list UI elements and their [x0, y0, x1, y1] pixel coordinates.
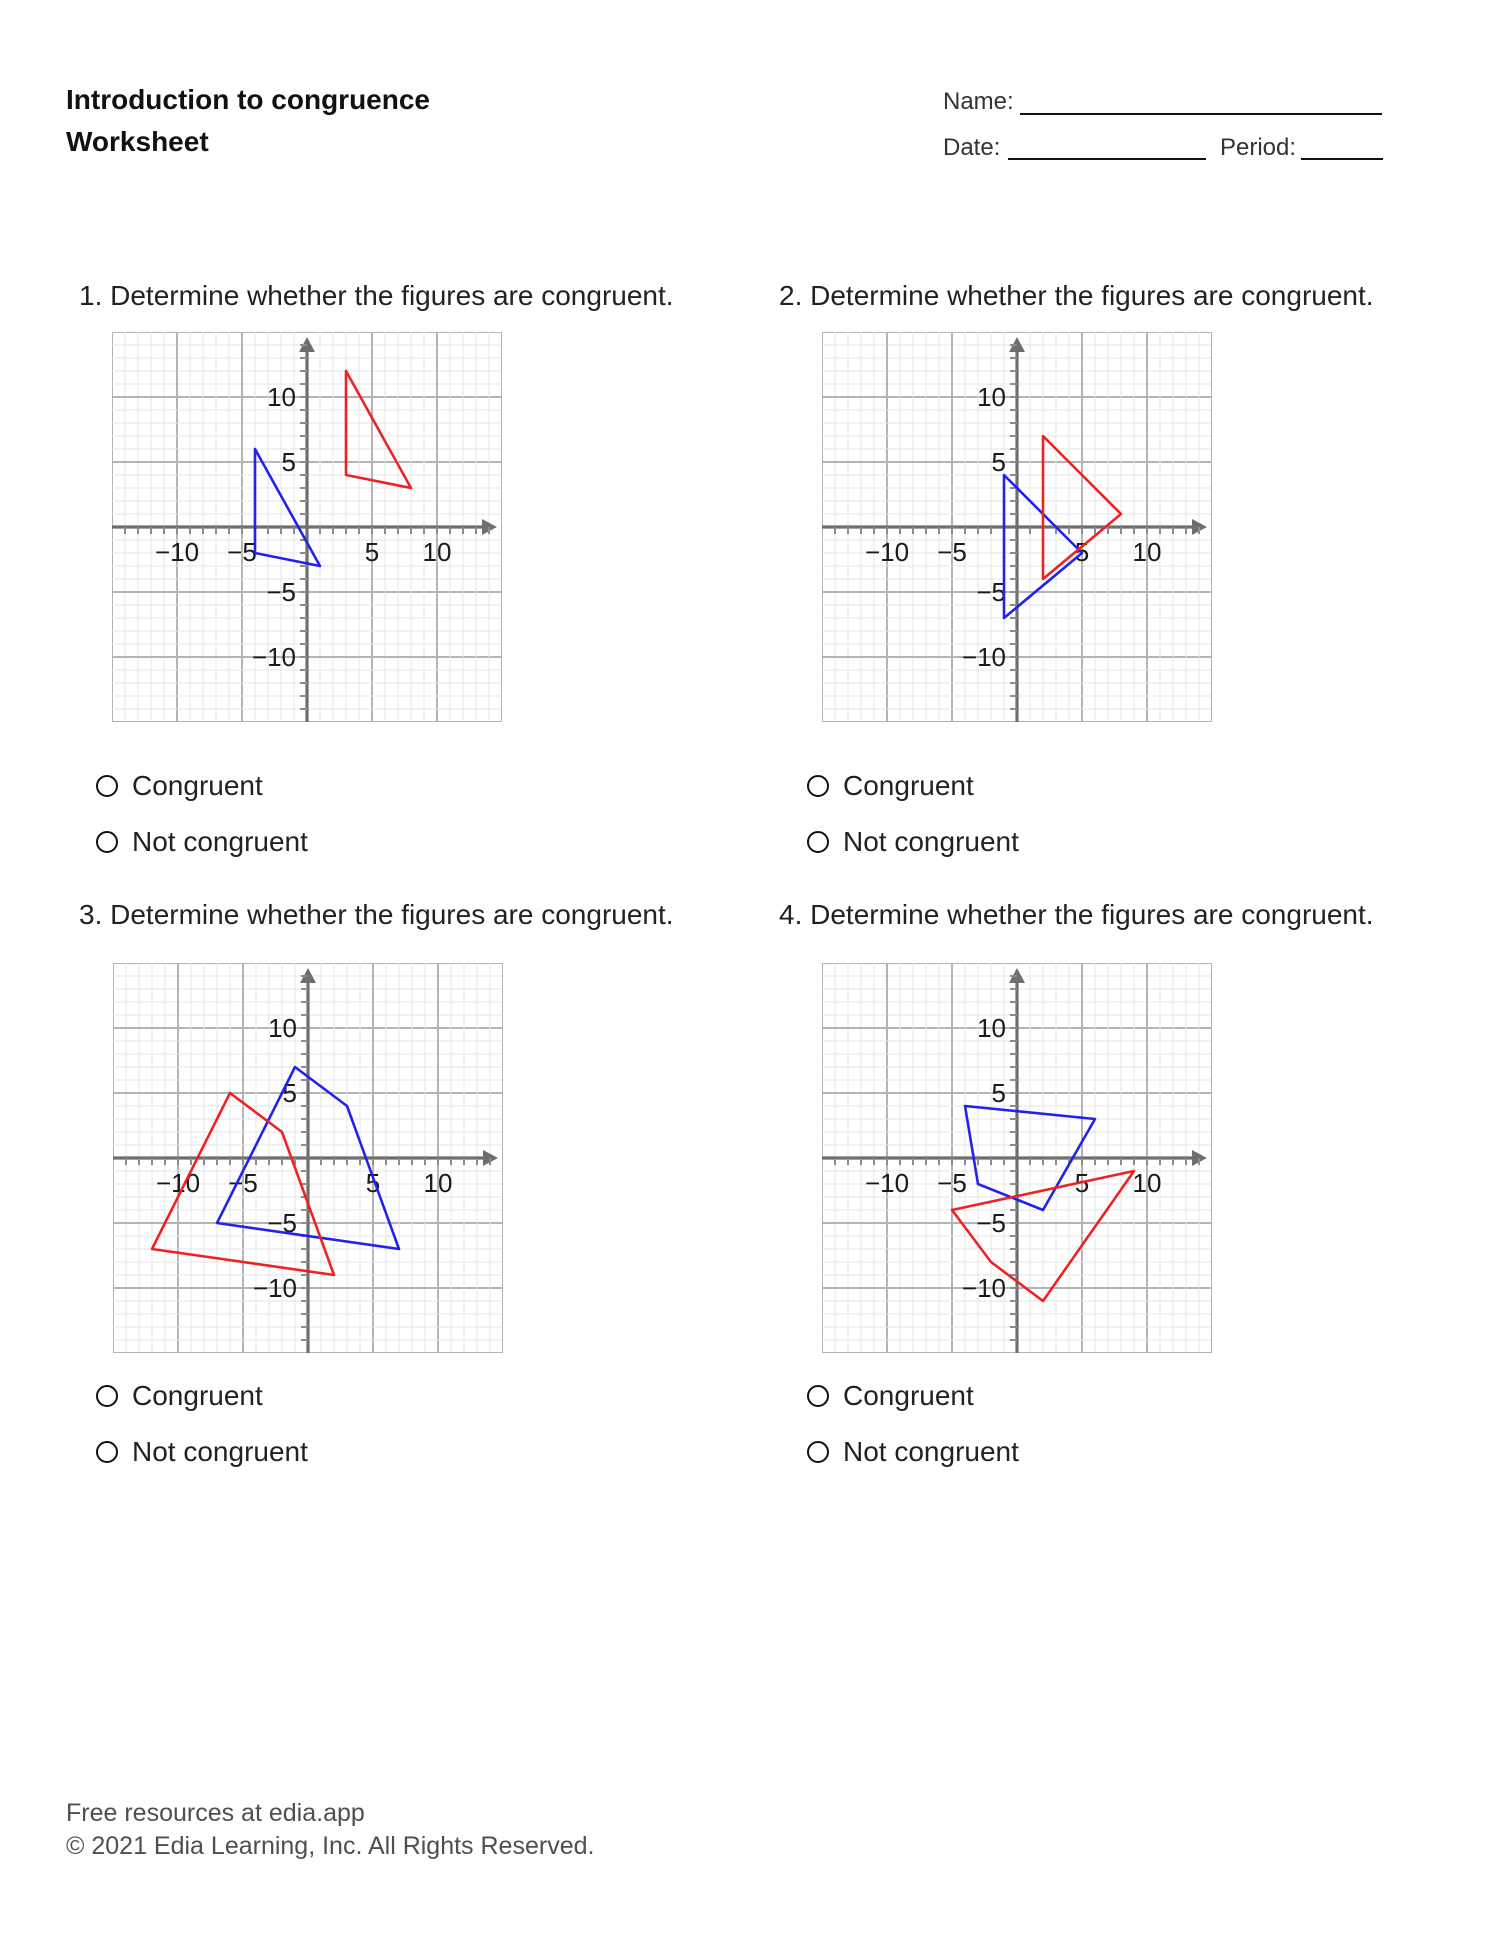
option-row — [807, 825, 1019, 859]
x-axis-tick-label: 10 — [1132, 537, 1162, 567]
period-label: Period: — [1220, 134, 1297, 161]
x-axis-tick-label: −5 — [937, 1168, 967, 1198]
x-axis-tick-label: 5 — [365, 1168, 381, 1198]
option-row — [807, 769, 1019, 803]
question-3-title: 3. Determine whether the figures are congruent. — [79, 899, 674, 930]
question-2-title: 2. Determine whether the figures are congruent. — [779, 280, 1374, 311]
coordinate-grid-q3 — [113, 963, 503, 1353]
radio-label: Not congruent — [843, 826, 1019, 857]
coordinate-plane-svg — [822, 332, 1212, 722]
date-label: Date: — [943, 134, 1001, 161]
y-axis-tick-label: −5 — [267, 1208, 297, 1238]
radio-not-congruent-q2[interactable] — [807, 831, 829, 853]
coordinate-grid-q4 — [822, 963, 1212, 1353]
x-axis-tick-label: 10 — [423, 1168, 453, 1198]
x-axis-tick-label: −5 — [937, 537, 967, 567]
y-axis-tick-label: −5 — [266, 577, 296, 607]
name-label: Name: — [943, 88, 1014, 115]
y-axis-tick-label: 10 — [267, 382, 296, 412]
y-axis-tick-label: 5 — [282, 1078, 297, 1108]
worksheet-title: Introduction to congruence — [66, 84, 430, 115]
option-row — [96, 1435, 308, 1469]
radio-not-congruent-q4[interactable] — [807, 1441, 829, 1463]
y-axis-tick-label: −5 — [976, 577, 1006, 607]
radio-label: Congruent — [843, 770, 974, 801]
question-1-title: 1. Determine whether the figures are congruent. — [79, 280, 674, 311]
coordinate-grid-q1 — [112, 332, 502, 722]
radio-congruent-q3[interactable] — [96, 1385, 118, 1407]
footer-copyright-text: © 2021 Edia Learning, Inc. All Rights Reserved. — [66, 1832, 595, 1860]
footer-resources-text: Free resources at edia.app — [66, 1799, 365, 1827]
x-axis-tick-label: −10 — [155, 1168, 201, 1198]
y-axis-tick-label: 5 — [991, 447, 1006, 477]
radio-congruent-q4[interactable] — [807, 1385, 829, 1407]
x-axis-tick-label: 10 — [422, 537, 452, 567]
question-2-options — [807, 769, 1019, 881]
radio-label: Congruent — [843, 1380, 974, 1411]
x-axis-tick-label: 5 — [1074, 1168, 1090, 1198]
radio-label: Congruent — [132, 1380, 263, 1411]
x-axis-tick-label: 5 — [1074, 537, 1090, 567]
y-axis-tick-label: −10 — [961, 642, 1006, 672]
name-line — [1020, 113, 1382, 115]
radio-not-congruent-q1[interactable] — [96, 831, 118, 853]
x-axis-tick-label: 10 — [1132, 1168, 1162, 1198]
x-axis-tick-label: −10 — [154, 537, 200, 567]
y-axis-tick-label: −10 — [251, 642, 296, 672]
question-4-title: 4. Determine whether the figures are congruent. — [779, 899, 1374, 930]
coordinate-plane-svg — [822, 963, 1212, 1353]
y-axis-tick-label: 10 — [977, 382, 1006, 412]
x-axis-tick-label: −5 — [228, 1168, 258, 1198]
y-axis-tick-label: −5 — [976, 1208, 1006, 1238]
radio-label: Not congruent — [843, 1436, 1019, 1467]
radio-label: Not congruent — [132, 1436, 308, 1467]
x-axis-tick-label: −5 — [227, 537, 257, 567]
question-1-options — [96, 769, 308, 881]
question-3-options — [96, 1379, 308, 1491]
y-axis-tick-label: 10 — [268, 1013, 297, 1043]
red-triangle-figure — [346, 371, 411, 488]
option-row — [96, 769, 308, 803]
option-row — [807, 1379, 1019, 1413]
coordinate-plane-svg — [112, 332, 502, 722]
radio-congruent-q2[interactable] — [807, 775, 829, 797]
y-axis-tick-label: 5 — [281, 447, 296, 477]
period-line — [1301, 158, 1383, 160]
y-axis-tick-label: −10 — [252, 1273, 297, 1303]
radio-label: Not congruent — [132, 826, 308, 857]
coordinate-plane-svg — [113, 963, 503, 1353]
radio-label: Congruent — [132, 770, 263, 801]
y-axis-tick-label: −10 — [961, 1273, 1006, 1303]
question-4-options — [807, 1379, 1019, 1491]
y-axis-tick-label: 10 — [977, 1013, 1006, 1043]
radio-not-congruent-q3[interactable] — [96, 1441, 118, 1463]
worksheet-subtitle: Worksheet — [66, 126, 209, 157]
x-axis-tick-label: 5 — [364, 537, 380, 567]
option-row — [96, 825, 308, 859]
date-line — [1008, 158, 1206, 160]
option-row — [96, 1379, 308, 1413]
option-row — [807, 1435, 1019, 1469]
coordinate-grid-q2 — [822, 332, 1212, 722]
x-axis-tick-label: −10 — [864, 537, 910, 567]
x-axis-tick-label: −10 — [864, 1168, 910, 1198]
y-axis-tick-label: 5 — [991, 1078, 1006, 1108]
radio-congruent-q1[interactable] — [96, 775, 118, 797]
